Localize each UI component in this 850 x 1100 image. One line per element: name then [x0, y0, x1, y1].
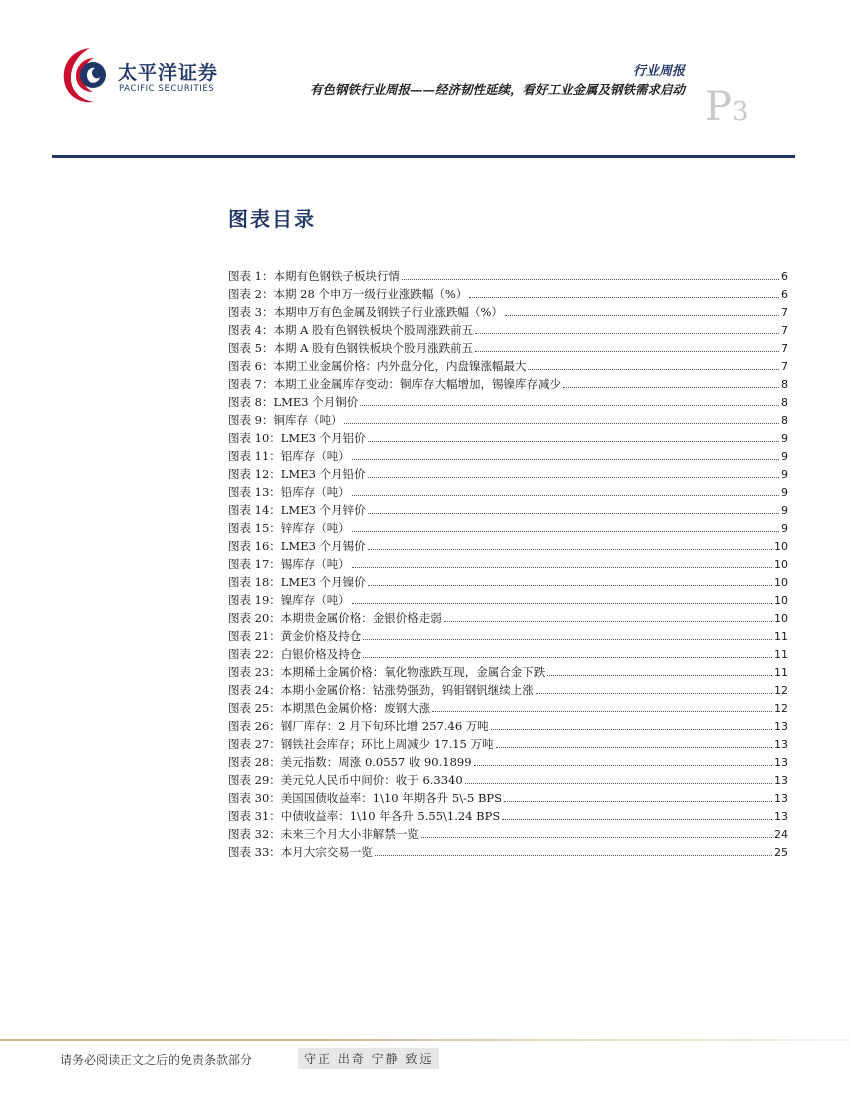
toc-entry-page: 9 [781, 486, 788, 499]
toc-entry-label: 图表 4：本期 A 股有色钢铁板块个股周涨跌前五 [228, 323, 474, 337]
toc-entry-label: 图表 3：本期申万有色金属及钢铁子行业涨跌幅（%） [228, 305, 503, 319]
toc-entry[interactable] [228, 826, 788, 844]
toc-entry[interactable] [228, 664, 788, 682]
toc-leader-dots [547, 675, 772, 676]
toc-entry-page: 6 [781, 270, 788, 283]
toc-entry-label: 图表 29：美元兑人民币中间价：收于 6.3340 [228, 773, 463, 787]
toc-leader-dots [368, 441, 779, 442]
toc-entry-page: 8 [781, 396, 788, 409]
toc-entry[interactable] [228, 754, 788, 772]
toc-entry-page: 9 [781, 522, 788, 535]
footer-slogan: 守正 出奇 宁静 致远 [298, 1048, 439, 1069]
toc-entry-label: 图表 19：镍库存（吨） [228, 593, 350, 607]
toc-entry-label: 图表 18：LME3 个月镍价 [228, 575, 366, 589]
toc-entry[interactable] [228, 448, 788, 466]
brand-name-cn: 太平洋证券 [118, 62, 219, 84]
toc-leader-dots [368, 477, 779, 478]
toc-entry[interactable] [228, 574, 788, 592]
toc-leader-dots [421, 837, 772, 838]
toc-entry-page: 13 [774, 738, 788, 751]
toc-entry-label: 图表 32：未来三个月大小非解禁一览 [228, 827, 419, 841]
toc-entry-page: 12 [774, 684, 788, 697]
report-title: 有色钢铁行业周报——经济韧性延续，看好工业金属及钢铁需求启动 [309, 82, 685, 97]
toc-entry-page: 10 [774, 558, 788, 571]
toc-leader-dots [352, 459, 779, 460]
pacific-securities-logo-icon [60, 44, 112, 106]
toc-leader-dots [363, 639, 772, 640]
toc-leader-dots [496, 747, 772, 748]
toc-leader-dots [505, 315, 779, 316]
toc-entry-page: 7 [781, 360, 788, 373]
toc-leader-dots [352, 567, 772, 568]
toc-entry[interactable] [228, 340, 788, 358]
toc-entry[interactable] [228, 538, 788, 556]
page-prefix: P [705, 84, 732, 130]
toc-entry[interactable] [228, 520, 788, 538]
toc-leader-dots [469, 297, 779, 298]
toc-entry-label: 图表 33：本月大宗交易一览 [228, 845, 373, 859]
toc-leader-dots [475, 351, 779, 352]
toc-entry-label: 图表 16：LME3 个月锡价 [228, 539, 366, 553]
toc-entry-page: 11 [774, 630, 788, 643]
toc-entry-label: 图表 27：钢铁社会库存；环比上周减少 17.15 万吨 [228, 737, 494, 751]
toc-entry-page: 9 [781, 450, 788, 463]
toc-entry-label: 图表 1：本期有色钢铁子板块行情 [228, 269, 400, 283]
toc-entry[interactable] [228, 430, 788, 448]
toc-leader-dots [368, 513, 779, 514]
toc-entry-label: 图表 26：钢厂库存：2 月下旬环比增 257.46 万吨 [228, 719, 489, 733]
toc-entry-label: 图表 7：本期工业金属库存变动：铜库存大幅增加，锡镍库存减少 [228, 377, 561, 391]
toc-entry-label: 图表 20：本期贵金属价格：金银价格走弱 [228, 611, 442, 625]
toc-leader-dots [536, 693, 772, 694]
toc-entry-label: 图表 8：LME3 个月铜价 [228, 395, 359, 409]
toc-entry-label: 图表 11：铝库存（吨） [228, 449, 350, 463]
toc-entry-page: 13 [774, 774, 788, 787]
toc-entry[interactable] [228, 484, 788, 502]
toc-entry[interactable] [228, 700, 788, 718]
toc-entry[interactable] [228, 682, 788, 700]
toc-entry-page: 10 [774, 540, 788, 553]
toc-leader-dots [504, 801, 772, 802]
toc-entry-label: 图表 22：白银价格及持仓 [228, 647, 362, 661]
toc-entry-page: 10 [774, 594, 788, 607]
footer-divider [0, 1039, 850, 1041]
footer-disclaimer: 请务必阅读正文之后的免责条款部分 [60, 1053, 253, 1067]
toc-entry[interactable] [228, 268, 788, 286]
toc-list [228, 268, 788, 862]
toc-leader-dots [360, 405, 779, 406]
toc-entry[interactable] [228, 358, 788, 376]
toc-entry-page: 8 [781, 414, 788, 427]
toc-leader-dots [352, 603, 772, 604]
toc-entry[interactable] [228, 628, 788, 646]
toc-entry-page: 7 [781, 342, 788, 355]
toc-entry[interactable] [228, 790, 788, 808]
toc-entry[interactable] [228, 718, 788, 736]
toc-entry-label: 图表 14：LME3 个月锌价 [228, 503, 366, 517]
toc-entry[interactable] [228, 772, 788, 790]
toc-entry-page: 11 [774, 648, 788, 661]
toc-entry-page: 9 [781, 504, 788, 517]
toc-entry[interactable] [228, 412, 788, 430]
toc-entry-label: 图表 28：美元指数：周涨 0.0557 收 90.1899 [228, 755, 472, 769]
toc-entry-label: 图表 31：中债收益率：1\10 年各升 5.55\1.24 BPS [228, 809, 501, 823]
toc-entry-label: 图表 9：铜库存（吨） [228, 413, 343, 427]
toc-leader-dots [375, 855, 772, 856]
toc-entry-label: 图表 30：美国国债收益率：1\10 年期各升 5\-5 BPS [228, 791, 503, 805]
toc-entry-page: 8 [781, 378, 788, 391]
toc-leader-dots [474, 765, 772, 766]
toc-entry[interactable] [228, 592, 788, 610]
toc-entry[interactable] [228, 394, 788, 412]
header-divider [52, 155, 795, 158]
toc-entry-label: 图表 13：铅库存（吨） [228, 485, 350, 499]
toc-leader-dots [368, 549, 772, 550]
toc-leader-dots [528, 369, 779, 370]
toc-leader-dots [444, 621, 772, 622]
toc-entry-page: 9 [781, 432, 788, 445]
toc-entry-page: 9 [781, 468, 788, 481]
toc-entry[interactable] [228, 610, 788, 628]
brand-name-en: PACIFIC SECURITIES [119, 84, 215, 94]
toc-leader-dots [352, 531, 779, 532]
toc-leader-dots [491, 729, 772, 730]
toc-entry-page: 10 [774, 612, 788, 625]
toc-entry-page: 7 [781, 324, 788, 337]
toc-entry-page: 11 [774, 666, 788, 679]
toc-entry-page: 7 [781, 306, 788, 319]
toc-leader-dots [344, 423, 779, 424]
toc-entry[interactable] [228, 322, 788, 340]
toc-leader-dots [465, 783, 772, 784]
toc-entry[interactable] [228, 502, 788, 520]
toc-entry-label: 图表 25：本期黑色金属价格：废钢大涨 [228, 701, 431, 715]
toc-leader-dots [402, 279, 779, 280]
toc-entry[interactable] [228, 844, 788, 862]
toc-entry-label: 图表 21：黄金价格及持仓 [228, 629, 362, 643]
toc-entry[interactable] [228, 556, 788, 574]
toc-entry-label: 图表 6：本期工业金属价格：内外盘分化，内盘镍涨幅最大 [228, 359, 527, 373]
report-type: 行业周报 [632, 64, 685, 79]
toc-entry-page: 6 [781, 288, 788, 301]
toc-leader-dots [563, 387, 779, 388]
toc-entry-label: 图表 15：锌库存（吨） [228, 521, 350, 535]
toc-leader-dots [475, 333, 779, 334]
page-number [705, 84, 748, 130]
toc-leader-dots [502, 819, 772, 820]
toc-entry[interactable] [228, 304, 788, 322]
toc-entry[interactable] [228, 376, 788, 394]
toc-entry-page: 13 [774, 810, 788, 823]
toc-entry[interactable] [228, 646, 788, 664]
toc-entry-label: 图表 24：本期小金属价格：钴涨势强劲，钨钼钢钒继续上涨 [228, 683, 534, 697]
toc-entry[interactable] [228, 466, 788, 484]
toc-leader-dots [363, 657, 772, 658]
page-number-value: 3 [731, 97, 749, 127]
toc-title: 图表目录 [228, 207, 316, 231]
toc-entry-label: 图表 2：本期 28 个申万一级行业涨跌幅（%） [228, 287, 468, 301]
toc-entry-label: 图表 5：本期 A 股有色钢铁板块个股月涨跌前五 [228, 341, 474, 355]
toc-entry-label: 图表 10：LME3 个月铝价 [228, 431, 366, 445]
toc-entry[interactable] [228, 736, 788, 754]
toc-entry-page: 12 [774, 702, 788, 715]
toc-entry-page: 13 [774, 720, 788, 733]
toc-leader-dots [368, 585, 772, 586]
toc-entry-page: 10 [774, 576, 788, 589]
toc-entry-page: 13 [774, 792, 788, 805]
toc-entry[interactable] [228, 808, 788, 826]
toc-entry-page: 13 [774, 756, 788, 769]
toc-leader-dots [352, 495, 779, 496]
toc-entry[interactable] [228, 286, 788, 304]
toc-entry-label: 图表 12：LME3 个月铅价 [228, 467, 366, 481]
toc-entry-label: 图表 17：锡库存（吨） [228, 557, 350, 571]
toc-entry-page: 24 [774, 828, 788, 841]
toc-leader-dots [432, 711, 772, 712]
toc-entry-label: 图表 23：本期稀土金属价格：氧化物涨跌互现，金属合金下跌 [228, 665, 546, 679]
toc-entry-page: 25 [774, 846, 788, 859]
company-logo [60, 44, 220, 106]
